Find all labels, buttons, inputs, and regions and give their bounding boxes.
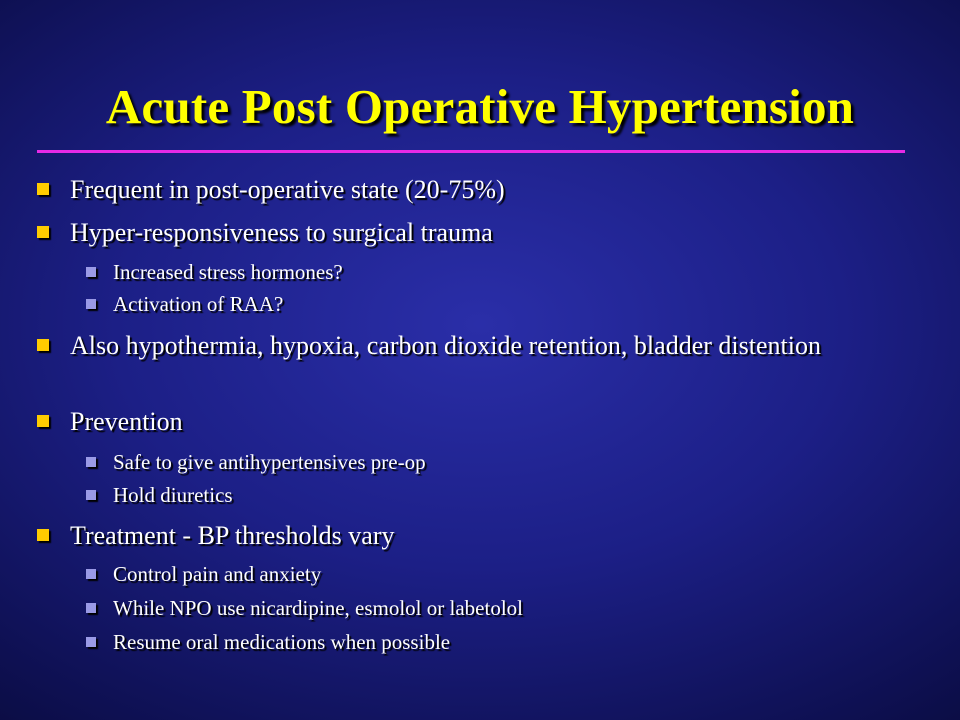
sub-bullet-item [113,260,873,284]
sub-bullet-text: Control pain and anxiety [113,562,322,586]
sub-bullet-item [113,630,873,654]
sub-bullet-item [113,450,873,474]
sub-bullet-text: Safe to give antihypertensives pre-op [113,450,426,474]
square-sub-bullet-icon [86,490,96,500]
sub-bullet-text: Resume oral medications when possible [113,630,451,654]
square-bullet-icon [37,183,49,195]
square-bullet-icon [37,226,49,238]
bullet-text: Treatment - BP thresholds vary [70,521,395,550]
sub-bullet-item [113,562,873,586]
sub-bullet-text: Hold diuretics [113,483,233,507]
square-sub-bullet-icon [86,299,96,309]
bullet-text: Prevention [70,407,183,436]
square-bullet-icon [37,415,49,427]
bullet-item [70,407,890,436]
sub-bullet-text: Increased stress hormones? [113,260,343,284]
sub-bullet-item [113,292,873,316]
square-sub-bullet-icon [86,457,96,467]
sub-bullet-text: While NPO use nicardipine, esmolol or labetolol [113,596,523,620]
bullet-item [70,175,890,204]
sub-bullet-text: Activation of RAA? [113,292,284,316]
square-bullet-icon [37,339,49,351]
bullet-item [70,331,890,360]
square-sub-bullet-icon [86,603,96,613]
sub-bullet-item [113,596,873,620]
square-bullet-icon [37,529,49,541]
bullet-text: Hyper-responsiveness to surgical trauma [70,218,493,247]
bullet-item [70,521,890,550]
bullet-item [70,218,890,247]
slide-title: Acute Post Operative Hypertension [105,79,855,134]
bullet-text: Frequent in post-operative state (20-75%) [70,175,505,204]
square-sub-bullet-icon [86,569,96,579]
sub-bullet-item [113,483,873,507]
square-sub-bullet-icon [86,637,96,647]
bullet-text: Also hypothermia, hypoxia, carbon dioxide retention, bladder distention [70,331,821,360]
square-sub-bullet-icon [86,267,96,277]
